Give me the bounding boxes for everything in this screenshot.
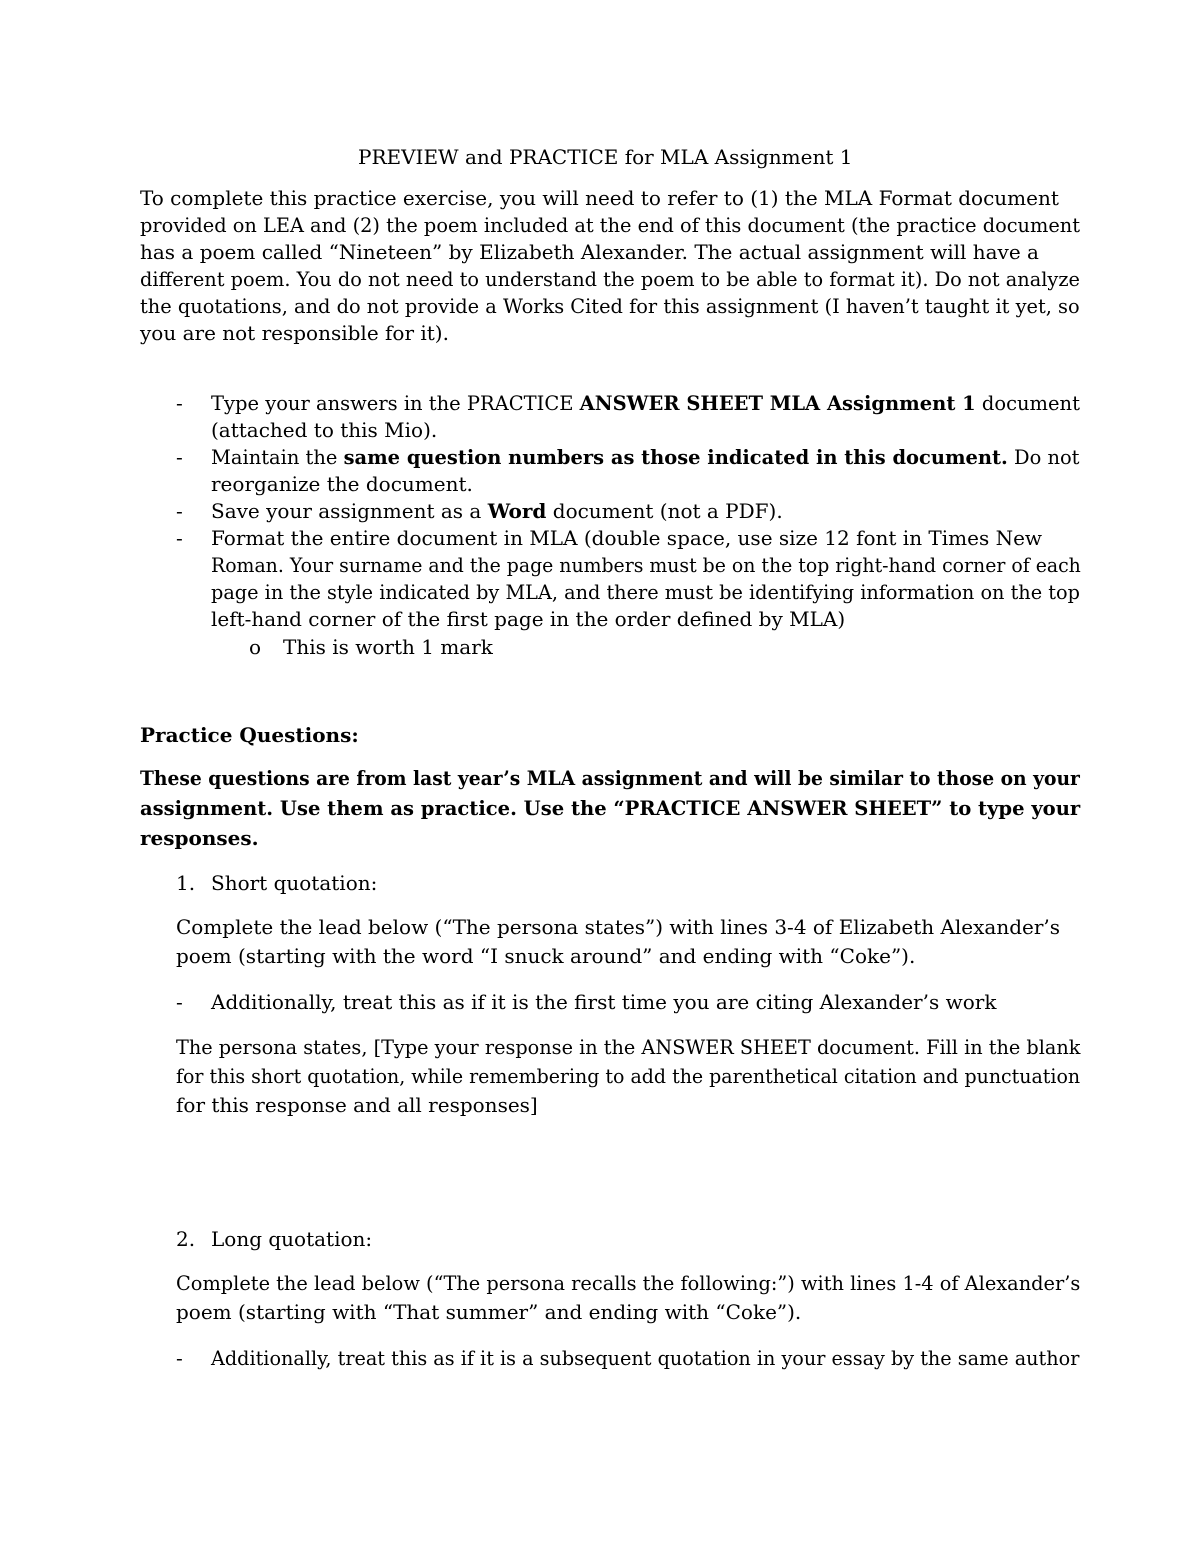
question-lead-line: poem (starting with the word “I snuck around” and ending with “Coke”). — [176, 944, 916, 968]
question-response-line: The persona states, [Type your response in the ANSWER SHEET document. Fill in the blank — [176, 1035, 1081, 1059]
instruction-text: document — [975, 391, 1080, 415]
question-response-line: for this response and all responses] — [176, 1093, 538, 1117]
instruction-text: Do not — [1007, 445, 1080, 469]
question-label: Long quotation: — [211, 1227, 373, 1251]
instruction-bold-text: same question numbers as those indicated in this document. — [343, 445, 1008, 469]
page-title: PREVIEW and PRACTICE for MLA Assignment 1 — [358, 145, 853, 169]
intro-line: provided on LEA and (2) the poem included at the end of this document (the practice document — [140, 213, 1081, 237]
bullet-marker: - — [176, 1346, 183, 1370]
question-note: Additionally, treat this as if it is the first time you are citing Alexander’s work — [211, 990, 997, 1014]
instruction-item-answer-sheet — [211, 390, 1080, 417]
intro-line: has a poem called “Nineteen” by Elizabeth Alexander. The actual assignment will have a — [140, 240, 1039, 264]
question-lead-line: poem (starting with “That summer” and ending with “Coke”). — [176, 1300, 802, 1324]
intro-line: different poem. You do not need to understand the poem to be able to format it). Do not analyze — [140, 267, 1080, 291]
instruction-text: Maintain the — [211, 445, 344, 469]
instruction-item-word-document — [211, 498, 783, 525]
sub-bullet-marker: o — [249, 635, 262, 659]
question-label: Short quotation: — [211, 871, 378, 895]
bullet-marker: - — [176, 445, 183, 469]
question-number: 2. — [176, 1227, 196, 1251]
question-response-line: for this short quotation, while remembering to add the parenthetical citation and punctuation — [176, 1064, 1081, 1088]
instruction-continuation: Roman. Your surname and the page numbers must be on the top right-hand corner of each — [211, 553, 1081, 577]
instruction-item-question-numbers — [211, 444, 1079, 471]
instruction-text: document (not a PDF). — [546, 499, 783, 523]
instruction-sub-item: This is worth 1 mark — [283, 635, 493, 659]
question-number: 1. — [176, 871, 196, 895]
intro-line: you are not responsible for it). — [140, 321, 449, 345]
bullet-marker: - — [176, 391, 183, 415]
bullet-marker: - — [176, 990, 183, 1014]
instruction-bold-text: ANSWER SHEET MLA Assignment 1 — [579, 391, 976, 415]
question-note: Additionally, treat this as if it is a subsequent quotation in your essay by the same author — [211, 1346, 1080, 1370]
intro-line: the quotations, and do not provide a Works Cited for this assignment (I haven’t taught it yet, so — [140, 294, 1080, 318]
question-lead-line: Complete the lead below (“The persona states”) with lines 3-4 of Elizabeth Alexander’s — [176, 915, 1061, 939]
practice-heading: Practice Questions: — [140, 723, 359, 747]
instruction-item-mla-format: Format the entire document in MLA (double space, use size 12 font in Times New — [211, 526, 1043, 550]
instruction-continuation: left-hand corner of the first page in the order defined by MLA) — [211, 607, 846, 631]
instruction-continuation: reorganize the document. — [211, 472, 473, 496]
instruction-continuation: (attached to this Mio). — [211, 418, 438, 442]
instruction-continuation: page in the style indicated by MLA, and there must be identifying information on the top — [211, 580, 1080, 604]
instruction-text: Save your assignment as a — [211, 499, 488, 523]
practice-intro-line: responses. — [140, 826, 259, 850]
instruction-bold-text: Word — [487, 499, 547, 523]
bullet-marker: - — [176, 499, 183, 523]
practice-intro-line: assignment. Use them as practice. Use the “PRACTICE ANSWER SHEET” to type your — [140, 796, 1081, 820]
instruction-text: Type your answers in the PRACTICE — [211, 391, 580, 415]
practice-intro-line: These questions are from last year’s MLA assignment and will be similar to those on your — [140, 766, 1080, 790]
question-lead-line: Complete the lead below (“The persona recalls the following:”) with lines 1-4 of Alexander’s — [176, 1271, 1081, 1295]
intro-line: To complete this practice exercise, you will need to refer to (1) the MLA Format document — [140, 186, 1059, 210]
bullet-marker: - — [176, 526, 183, 550]
